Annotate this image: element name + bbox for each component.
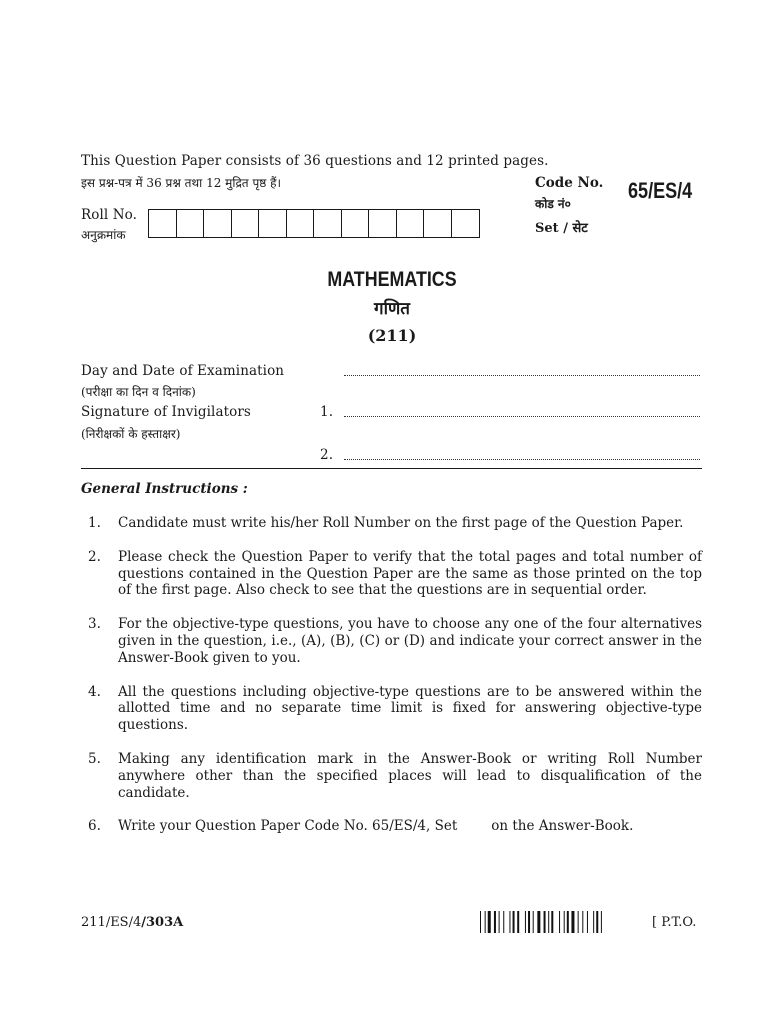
roll-box[interactable] <box>204 210 232 237</box>
barcode-bar <box>499 911 500 933</box>
barcode-bar <box>571 911 574 933</box>
instructions-list <box>88 515 702 852</box>
barcode-bar <box>551 911 553 933</box>
barcode-bar <box>596 911 598 933</box>
barcode-bar <box>485 911 486 933</box>
footer-code-bold: /303A <box>141 915 184 930</box>
barcode-bar <box>544 911 546 933</box>
item-text: Candidate must write his/her Roll Number on the first page of the Question Paper. <box>118 515 684 531</box>
item-text-before: Write your Question Paper Code No. 65/ES/4, Set <box>118 818 458 835</box>
roll-box[interactable] <box>314 210 342 237</box>
barcode-bar <box>587 911 588 933</box>
pages-info-hindi: इस प्रश्न-पत्र में 36 प्रश्न तथा 12 मुद्रित पृष्ठ हैं। <box>81 176 282 190</box>
item-number: 6. <box>88 818 101 835</box>
list-item <box>88 616 702 666</box>
barcode-bar <box>509 911 510 933</box>
list-item <box>88 818 702 835</box>
code-label-english: Code No. <box>535 175 604 191</box>
item-text: Please check the Question Paper to verify that the total pages and total number of questions contained in the Question Paper are the same as those printed on the top of the first page. Also check to see that the questions are in sequential order. <box>118 548 702 599</box>
item-text-after: on the Answer-Book. <box>491 818 634 835</box>
barcode-bar <box>494 911 496 933</box>
item-number: 2. <box>88 548 101 565</box>
signature-line-number: 2. <box>320 447 334 463</box>
barcode-bar <box>537 911 540 933</box>
barcode-bar <box>601 911 602 933</box>
barcode-bar <box>517 911 519 933</box>
roll-label-hindi: अनुक्रमांक <box>81 228 126 242</box>
subject-code: (211) <box>367 326 417 345</box>
item-text <box>118 818 702 835</box>
roll-box[interactable] <box>259 210 287 237</box>
footer-paper-code <box>81 915 183 930</box>
roll-number-boxes[interactable] <box>148 209 480 238</box>
barcode-bar <box>503 911 504 933</box>
signature-line-number: 1. <box>320 404 334 420</box>
exam-date-field[interactable] <box>344 375 700 376</box>
list-item <box>88 751 702 801</box>
subject-title: MATHEMATICS <box>327 268 457 291</box>
barcode-bar <box>578 911 579 933</box>
barcode-icon <box>480 911 642 933</box>
barcode-bar <box>548 911 549 933</box>
roll-box[interactable] <box>287 210 315 237</box>
barcode-bar <box>528 911 530 933</box>
signature-field-1[interactable] <box>344 416 700 417</box>
roll-box[interactable] <box>149 210 177 237</box>
subject-title-hindi: गणित <box>374 299 410 319</box>
barcode-bar <box>559 911 560 933</box>
divider <box>81 468 702 469</box>
roll-box[interactable] <box>397 210 425 237</box>
roll-box[interactable] <box>342 210 370 237</box>
barcode-bar <box>480 911 481 933</box>
code-label-hindi: कोड नं० <box>535 197 571 211</box>
roll-box[interactable] <box>424 210 452 237</box>
roll-box[interactable] <box>369 210 397 237</box>
footer-code-plain: 211/ES/4 <box>81 915 142 930</box>
barcode-bar <box>564 911 565 933</box>
barcode-bar <box>525 911 526 933</box>
barcode-bar <box>567 911 569 933</box>
list-item <box>88 549 702 599</box>
exam-date-label: Day and Date of Examination <box>81 363 285 379</box>
list-item <box>88 684 702 734</box>
barcode-bar <box>488 911 491 933</box>
roll-label-english: Roll No. <box>81 207 138 223</box>
pages-info-english: This Question Paper consists of 36 questions and 12 printed pages. <box>81 153 549 169</box>
barcode-bar <box>582 911 583 933</box>
set-label: Set / सेट <box>535 221 588 236</box>
item-number: 4. <box>88 683 101 700</box>
pto-marker: [ P.T.O. <box>652 915 697 930</box>
barcode-bar <box>513 911 515 933</box>
item-text: All the questions including objective-type questions are to be answered within the allotted time and no separate time limit is fixed for answering objective-type questions. <box>118 683 702 734</box>
barcode-bar <box>533 911 534 933</box>
barcode-bar <box>593 911 594 933</box>
list-item <box>88 515 702 532</box>
item-text: Making any identification mark in the Answer-Book or writing Roll Number anywhere other than the specified places will lead to disqualification of the candidate. <box>118 750 702 801</box>
item-number: 1. <box>88 515 101 531</box>
roll-box[interactable] <box>177 210 205 237</box>
invigilator-signature-label: Signature of Invigilators <box>81 404 251 420</box>
exam-date-label-hindi: (परीक्षा का दिन व दिनांक) <box>81 385 196 399</box>
paper-code: 65/ES/4 <box>628 178 693 203</box>
roll-box[interactable] <box>232 210 260 237</box>
roll-box[interactable] <box>452 210 480 237</box>
invigilator-signature-label-hindi: (निरीक्षकों के हस्ताक्षर) <box>81 427 181 441</box>
item-text: For the objective-type questions, you have to choose any one of the four alternatives given in the question, i.e., (A), (B), (C) or (D) and indicate your correct answer in the Answer-Book given to you. <box>118 616 702 666</box>
item-number: 5. <box>88 750 101 767</box>
instructions-heading: General Instructions : <box>81 481 248 497</box>
item-number: 3. <box>88 616 101 633</box>
signature-field-2[interactable] <box>344 459 700 460</box>
